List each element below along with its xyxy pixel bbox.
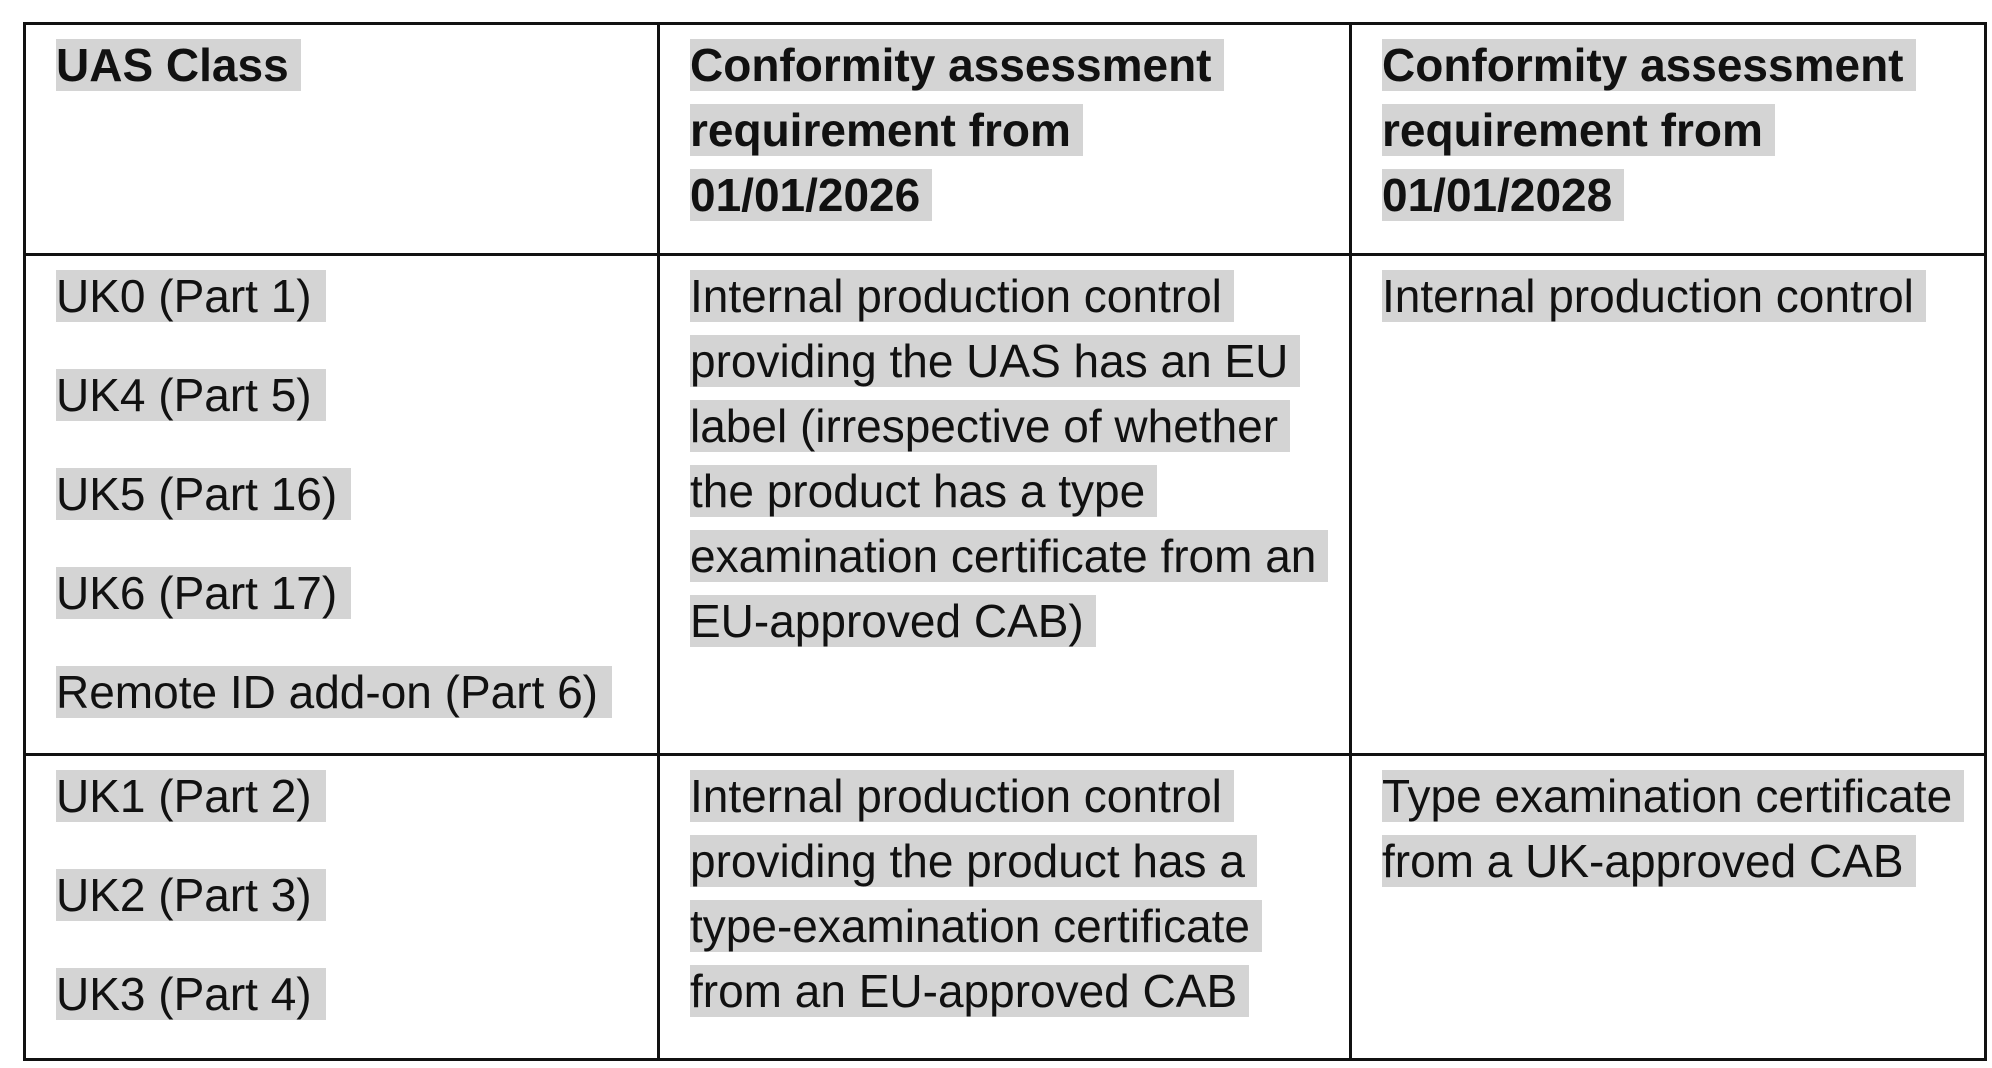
requirement-2026-text: Internal production control providing the product has a type-examination certificate from an EU-approved CAB [690, 770, 1262, 1017]
uas-class-item: UK4 (Part 5) [56, 363, 629, 428]
uas-class-list [56, 764, 629, 1027]
header-requirement-2026 [659, 24, 1351, 255]
requirement-2028-cell [1351, 255, 1986, 755]
header-uas-class [25, 24, 659, 255]
requirement-2026-cell [659, 755, 1351, 1060]
uas-class-item: UK6 (Part 17) [56, 561, 629, 626]
header-uas-class-label: UAS Class [56, 39, 301, 91]
header-requirement-2028 [1351, 24, 1986, 255]
uas-class-item: Remote ID add-on (Part 6) [56, 660, 629, 725]
uas-class-cell [25, 755, 659, 1060]
requirement-2028-text: Type examination certificate from a UK-approved CAB [1382, 770, 1964, 887]
requirement-2028-text: Internal production control [1382, 270, 1926, 322]
requirement-2026-text: Internal production control providing the UAS has an EU label (irrespective of whether the product has a type examination certificate from an EU-approved CAB) [690, 270, 1328, 647]
uas-class-item: UK2 (Part 3) [56, 863, 629, 928]
uas-class-list [56, 264, 629, 725]
header-requirement-2028-label: Conformity assessment requirement from 01/01/2028 [1382, 39, 1916, 221]
uas-class-item: UK3 (Part 4) [56, 962, 629, 1027]
header-requirement-2026-label: Conformity assessment requirement from 01/01/2026 [690, 39, 1224, 221]
requirement-2028-cell [1351, 755, 1986, 1060]
table-header-row [25, 24, 1986, 255]
table-row [25, 255, 1986, 755]
uas-class-item: UK5 (Part 16) [56, 462, 629, 527]
requirement-2026-cell [659, 255, 1351, 755]
uas-class-item: UK1 (Part 2) [56, 764, 629, 829]
uas-class-item: UK0 (Part 1) [56, 264, 629, 329]
uas-class-cell [25, 255, 659, 755]
table-row [25, 755, 1986, 1060]
conformity-assessment-table [23, 22, 1987, 1061]
